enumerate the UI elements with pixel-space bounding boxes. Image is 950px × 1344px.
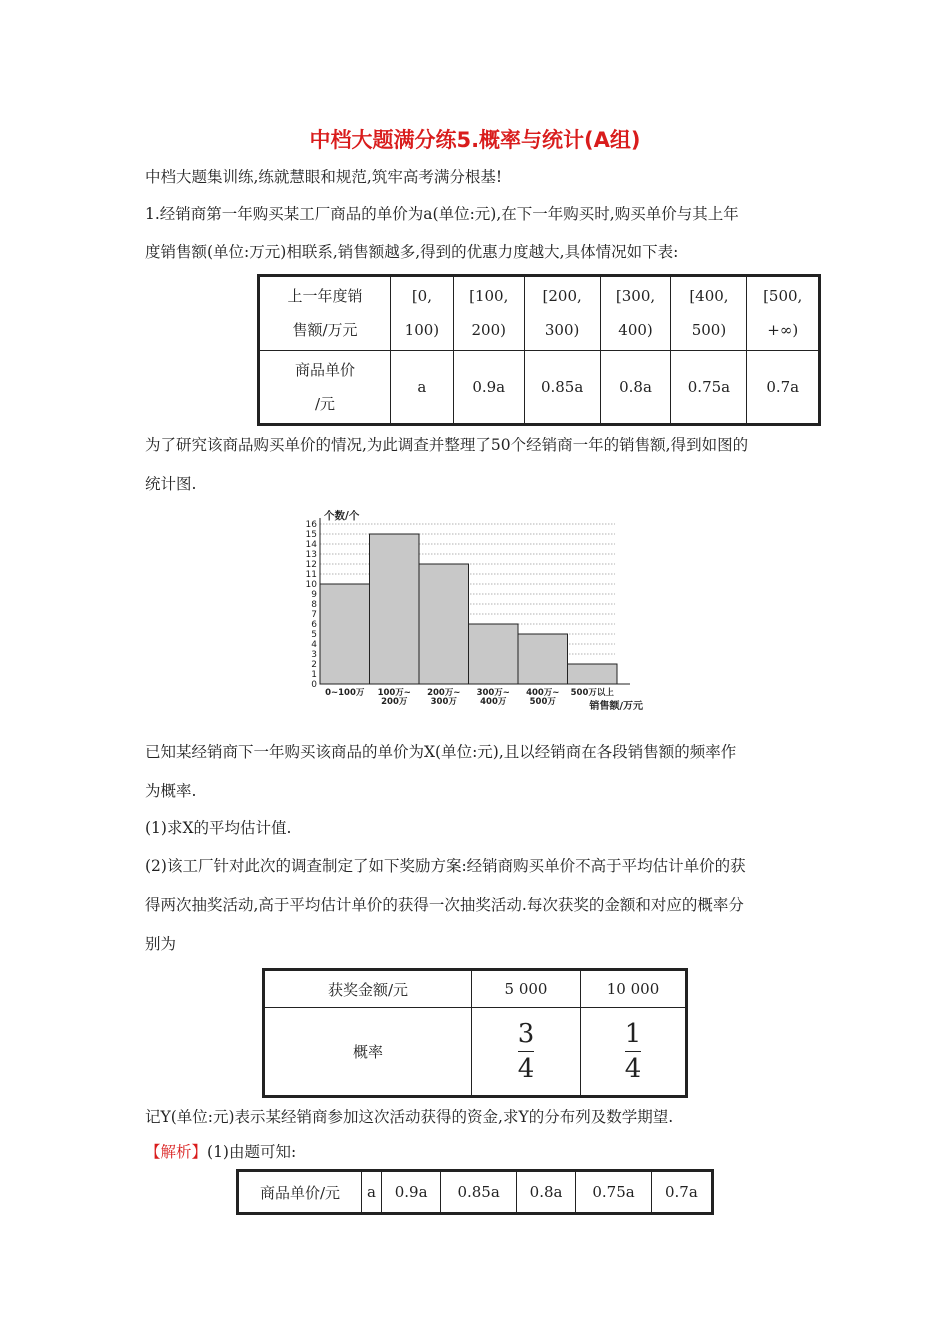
x-axis-label: 销售额/万元 — [589, 701, 643, 712]
y-tick-label: 7 — [311, 610, 317, 620]
intro-text: 中档大题集训练,练就慧眼和规范,筑牢高考满分根基! — [145, 168, 503, 186]
range-cell: [100, 200) — [453, 276, 524, 351]
y-tick-label: 11 — [305, 570, 317, 580]
problem-text: 为了研究该商品购买单价的情况,为此调查并整理了50个经销商一年的销售额,得到如图的 — [145, 436, 749, 454]
y-tick-label: 14 — [305, 540, 317, 550]
y-tick-label: 13 — [305, 550, 317, 560]
histogram-bar — [469, 624, 519, 684]
x-tick-label: 100万~ — [377, 688, 411, 698]
price-cell: 0.75a — [576, 1171, 651, 1214]
range-cell: [400, 500) — [671, 276, 747, 351]
problem-text: 统计图. — [145, 475, 197, 493]
y-tick-label: 5 — [311, 630, 317, 640]
probability-cell — [472, 1008, 581, 1097]
histogram-bar — [320, 584, 370, 684]
x-tick-label: 400万 — [480, 697, 507, 707]
x-tick-label: 300万 — [430, 697, 457, 707]
y-tick-label: 9 — [311, 590, 317, 600]
problem-text: 度销售额(单位:万元)相联系,销售额越多,得到的优惠力度越大,具体情况如下表: — [145, 243, 679, 261]
price-cell: 0.9a — [453, 350, 524, 425]
problem-text: 为概率. — [145, 782, 197, 800]
x-tick-label: 200万 — [381, 697, 408, 707]
y-tick-label: 6 — [311, 620, 317, 630]
range-cell: [0, 100) — [391, 276, 454, 351]
table-header-cell: 概率 — [264, 1008, 472, 1097]
x-tick-label: 200万~ — [427, 688, 461, 698]
price-cell: 0.85a — [441, 1171, 516, 1214]
price-cell: a — [391, 350, 454, 425]
table-header-cell: 获奖金额/元 — [264, 970, 472, 1008]
y-tick-label: 16 — [305, 520, 317, 530]
table-header-cell: 商品单价 /元 — [259, 350, 391, 425]
page-title: 中档大题满分练5.概率与统计(A组) — [309, 128, 641, 152]
x-tick-label: 500万以上 — [570, 688, 614, 698]
x-tick-label: 0~100万 — [325, 688, 365, 698]
y-tick-label: 8 — [311, 600, 317, 610]
price-cell: 0.7a — [651, 1171, 712, 1214]
problem-text: 已知某经销商下一年购买该商品的单价为X(单位:元),且以经销商在各段销售额的频率作 — [145, 743, 737, 761]
table-header-cell: 上一年度销 售额/万元 — [259, 276, 391, 351]
sales-histogram — [300, 505, 660, 715]
histogram-bar — [518, 634, 568, 684]
question-2: (2)该工厂针对此次的调查制定了如下奖励方案:经销商购买单价不高于平均估计单价的获 — [145, 857, 746, 875]
price-cell: 0.85a — [524, 350, 600, 425]
y-tick-label: 4 — [311, 640, 317, 650]
y-tick-label: 12 — [305, 560, 317, 570]
solution-tag: 【解析】 — [145, 1143, 208, 1161]
x-tick-label: 300万~ — [476, 688, 510, 698]
histogram-bar — [419, 564, 469, 684]
problem-text: 记Y(单位:元)表示某经销商参加这次活动获得的资金,求Y的分布列及数学期望. — [145, 1108, 674, 1126]
problem-text: 1.经销商第一年购买某工厂商品的单价为a(单位:元),在下一年购买时,购买单价与其上年 — [145, 205, 739, 223]
price-cell: 0.8a — [600, 350, 671, 425]
range-cell: [500, +∞) — [747, 276, 820, 351]
solution-line — [145, 1140, 296, 1162]
histogram-bar — [568, 664, 618, 684]
discount-table — [257, 274, 821, 426]
table-header-cell: 商品单价/元 — [238, 1171, 362, 1214]
fraction: $\frac{1}{4}$ — [624, 1019, 642, 1084]
y-tick-label: 3 — [311, 650, 317, 660]
x-tick-label: 400万~ — [526, 688, 560, 698]
solution-text: (1)由题可知: — [207, 1143, 297, 1161]
range-cell: [300, 400) — [600, 276, 671, 351]
probability-cell — [581, 1008, 687, 1097]
histogram-bar — [370, 534, 420, 684]
price-cell: 0.8a — [516, 1171, 576, 1214]
question-2: 得两次抽奖活动,高于平均估计单价的获得一次抽奖活动.每次获奖的金额和对应的概率分 — [145, 896, 744, 914]
amount-cell: 10 000 — [581, 970, 687, 1008]
y-tick-label: 2 — [311, 660, 317, 670]
solution-table — [236, 1169, 714, 1215]
prize-table — [262, 968, 688, 1098]
y-tick-label: 15 — [305, 530, 317, 540]
price-cell: 0.7a — [747, 350, 820, 425]
question-1: (1)求X的平均估计值. — [145, 819, 292, 837]
price-cell: a — [362, 1171, 382, 1214]
question-2: 别为 — [145, 935, 177, 953]
x-tick-label: 500万 — [529, 697, 556, 707]
y-tick-label: 10 — [305, 580, 317, 590]
price-cell: 0.75a — [671, 350, 747, 425]
fraction: $\frac{3}{4}$ — [517, 1019, 535, 1084]
y-tick-label: 0 — [311, 680, 317, 690]
price-cell: 0.9a — [381, 1171, 441, 1214]
y-tick-label: 1 — [311, 670, 317, 680]
amount-cell: 5 000 — [472, 970, 581, 1008]
range-cell: [200, 300) — [524, 276, 600, 351]
y-axis-label: 个数/个 — [324, 510, 360, 522]
